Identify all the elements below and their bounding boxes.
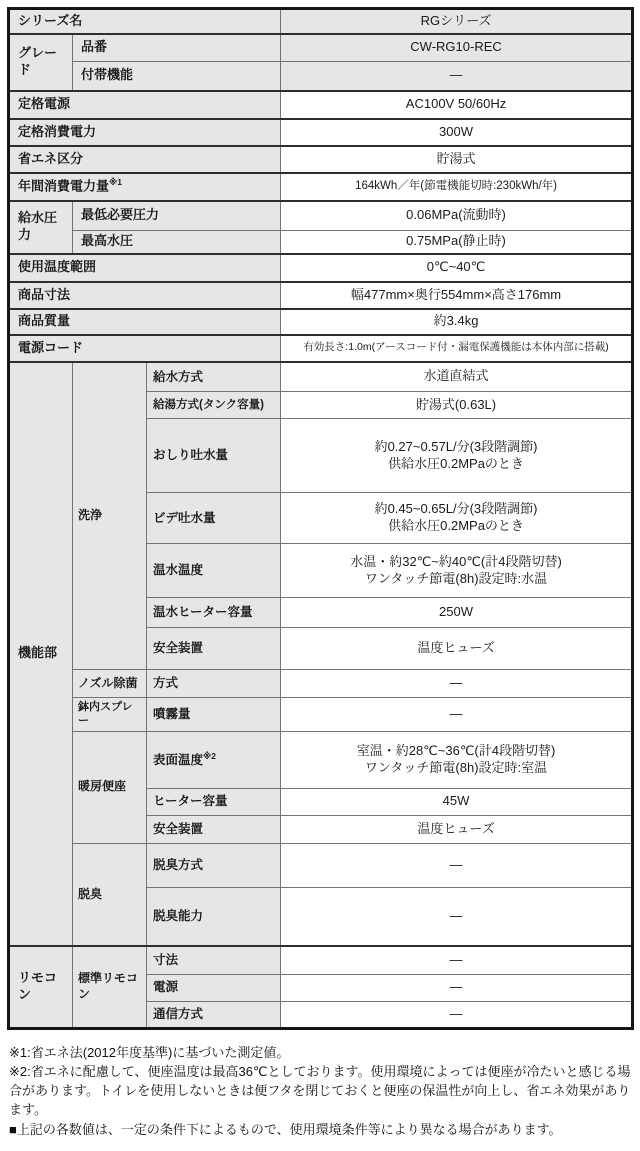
row-consumption <box>9 119 633 146</box>
cell-deo-row1-label: 脱臭能力 <box>147 887 281 946</box>
cell-consumption-label: 定格消費電力 <box>9 119 281 146</box>
cell-wash-row1-label: 給湯方式(タンク容量) <box>147 392 281 419</box>
cell-annual-label <box>9 173 281 201</box>
row-grade-fuzoku <box>9 62 633 91</box>
cell-consumption-value: 300W <box>281 119 633 146</box>
footnotes <box>9 1043 632 1139</box>
cell-nozzle-row-label: 方式 <box>147 670 281 698</box>
cell-grade-label: グレード <box>9 34 73 91</box>
value-line: ワンタッチ節電(8h)設定時:室温 <box>364 759 548 775</box>
cell-seat-safety-value: 温度ヒューズ <box>281 815 633 843</box>
value-line: ワンタッチ節電(8h)設定時:水温 <box>364 570 548 586</box>
cell-pressure-min-label: 最低必要圧力 <box>73 201 281 231</box>
row-rated-power <box>9 91 633 119</box>
row-size <box>9 282 633 309</box>
row-func-deo-0 <box>9 843 633 887</box>
cell-wash-row3-label: ビデ吐水量 <box>147 493 281 544</box>
cell-pressure-max-value: 0.75MPa(静止時) <box>281 231 633 254</box>
value-line: 供給水圧0.2MPaのとき <box>388 518 524 533</box>
cell-seat-heater-label: ヒーター容量 <box>147 788 281 815</box>
cell-rated-power-label: 定格電源 <box>9 91 281 119</box>
cell-wash-row1-value: 貯湯式(0.63L) <box>281 392 633 419</box>
cell-wash-row5-value: 250W <box>281 598 633 628</box>
cell-fuzoku-value: — <box>281 62 633 91</box>
footnote1-marker: ※1 <box>109 177 123 188</box>
row-func-nozzle <box>9 670 633 698</box>
cell-eco-class-label: 省エネ区分 <box>9 146 281 173</box>
cell-weight-value: 約3.4kg <box>281 309 633 335</box>
row-temp-range <box>9 254 633 282</box>
cell-wash-row3-value <box>281 493 633 544</box>
cell-weight-label: 商品質量 <box>9 309 281 335</box>
value-line: 室温・約28℃~36℃(計4段階切替) <box>356 742 556 758</box>
cell-wash-label: 洗浄 <box>73 362 147 670</box>
annual-label-text: 年間消費電力量 <box>18 178 110 194</box>
cell-size-value: 幅477mm×奥行554mm×高さ176mm <box>281 282 633 309</box>
cell-spray-row-label: 噴霧量 <box>147 698 281 732</box>
cell-cord-value: 有効長さ:1.0m(アースコード付・漏電保護機能は本体内部に搭載) <box>281 335 633 362</box>
cell-remote-row2-value: — <box>281 1001 633 1028</box>
cell-series-value: RGシリーズ <box>281 9 633 34</box>
cell-nozzle-label: ノズル除菌 <box>73 670 147 698</box>
cell-deo-row0-label: 脱臭方式 <box>147 843 281 887</box>
cell-seat-surface-value <box>281 731 633 788</box>
cell-spray-label: 鉢内スプレー <box>73 698 147 732</box>
cell-wash-row6-value: 温度ヒューズ <box>281 628 633 670</box>
row-series <box>9 9 633 34</box>
row-eco-class <box>9 146 633 173</box>
cell-hinban-label: 品番 <box>73 34 281 62</box>
row-weight <box>9 309 633 335</box>
cell-remote-row1-label: 電源 <box>147 974 281 1001</box>
cell-annual-value: 164kWh／年(節電機能切時:230kWh/年) <box>281 173 633 201</box>
cell-wash-row2-label: おしり吐水量 <box>147 419 281 493</box>
cell-wash-row5-label: 温水ヒーター容量 <box>147 598 281 628</box>
cell-wash-row0-label: 給水方式 <box>147 362 281 392</box>
value-line: 約0.27~0.57L/分(3段階調節) <box>374 438 538 454</box>
cell-temp-range-value: 0℃~40℃ <box>281 254 633 282</box>
cell-wash-row2-value <box>281 419 633 493</box>
row-annual-power <box>9 173 633 201</box>
footnote-1: ※1:省エネ法(2012年度基準)に基づいた測定値。 <box>9 1044 290 1060</box>
cell-remote-row0-label: 寸法 <box>147 946 281 974</box>
cell-remote-sub-label: 標準リモコン <box>73 946 147 1028</box>
cell-remote-row0-value: — <box>281 946 633 974</box>
cell-wash-row4-value <box>281 544 633 598</box>
cell-seat-surface-label <box>147 731 281 788</box>
row-func-wash-0 <box>9 362 633 392</box>
cell-remote-row2-label: 通信方式 <box>147 1001 281 1028</box>
row-func-spray <box>9 698 633 732</box>
row-func-seat-surface <box>9 731 633 788</box>
cell-func-label: 機能部 <box>9 362 73 947</box>
row-remote-0 <box>9 946 633 974</box>
cell-wash-row0-value: 水道直結式 <box>281 362 633 392</box>
row-cord <box>9 335 633 362</box>
footnote-2: ※2:省エネに配慮して、便座温度は最高36℃としております。使用環境によっては便座が冷たいと感じる場合があります。トイレを使用しないときは便フタを閉じておくと便座の保温性が向上し、省エネ効果があります。 <box>9 1063 631 1118</box>
value-line: 約0.45~0.65L/分(3段階調節) <box>374 501 538 517</box>
cell-deo-row1-value: — <box>281 887 633 946</box>
row-grade-hinban <box>9 34 633 62</box>
cell-nozzle-row-value: — <box>281 670 633 698</box>
cell-pressure-max-label: 最高水圧 <box>73 231 281 254</box>
cell-deo-label: 脱臭 <box>73 843 147 946</box>
footnote-3: ■上記の各数値は、一定の条件下によるもので、使用環境条件等により異なる場合があります。 <box>9 1121 562 1137</box>
cell-series-label: シリーズ名 <box>9 9 281 34</box>
row-pressure-max <box>9 231 633 254</box>
cell-deo-row0-value: — <box>281 843 633 887</box>
cell-seat-heater-value: 45W <box>281 788 633 815</box>
row-pressure-min <box>9 201 633 231</box>
cell-eco-class-value: 貯湯式 <box>281 146 633 173</box>
cell-wash-row6-label: 安全装置 <box>147 628 281 670</box>
cell-remote-label: リモコン <box>9 946 73 1028</box>
cell-spray-row-value: — <box>281 698 633 732</box>
cell-pressure-min-value: 0.06MPa(流動時) <box>281 201 633 231</box>
surface-label-text: 表面温度 <box>153 753 204 768</box>
value-line: 水温・約32℃~約40℃(計4段階切替) <box>350 553 562 569</box>
cell-seat-label: 暖房便座 <box>73 731 147 843</box>
cell-pressure-label: 給水圧力 <box>9 201 73 254</box>
cell-wash-row4-label: 温水温度 <box>147 544 281 598</box>
cell-fuzoku-label: 付帯機能 <box>73 62 281 91</box>
value-line: 供給水圧0.2MPaのとき <box>388 455 524 471</box>
cell-temp-range-label: 使用温度範囲 <box>9 254 281 282</box>
cell-cord-label: 電源コード <box>9 335 281 362</box>
cell-rated-power-value: AC100V 50/60Hz <box>281 91 633 119</box>
footnote2-marker: ※2 <box>203 750 217 761</box>
cell-hinban-value: CW-RG10-REC <box>281 34 633 62</box>
cell-remote-row1-value: — <box>281 974 633 1001</box>
cell-seat-safety-label: 安全装置 <box>147 815 281 843</box>
cell-size-label: 商品寸法 <box>9 282 281 309</box>
spec-table <box>7 7 634 1030</box>
